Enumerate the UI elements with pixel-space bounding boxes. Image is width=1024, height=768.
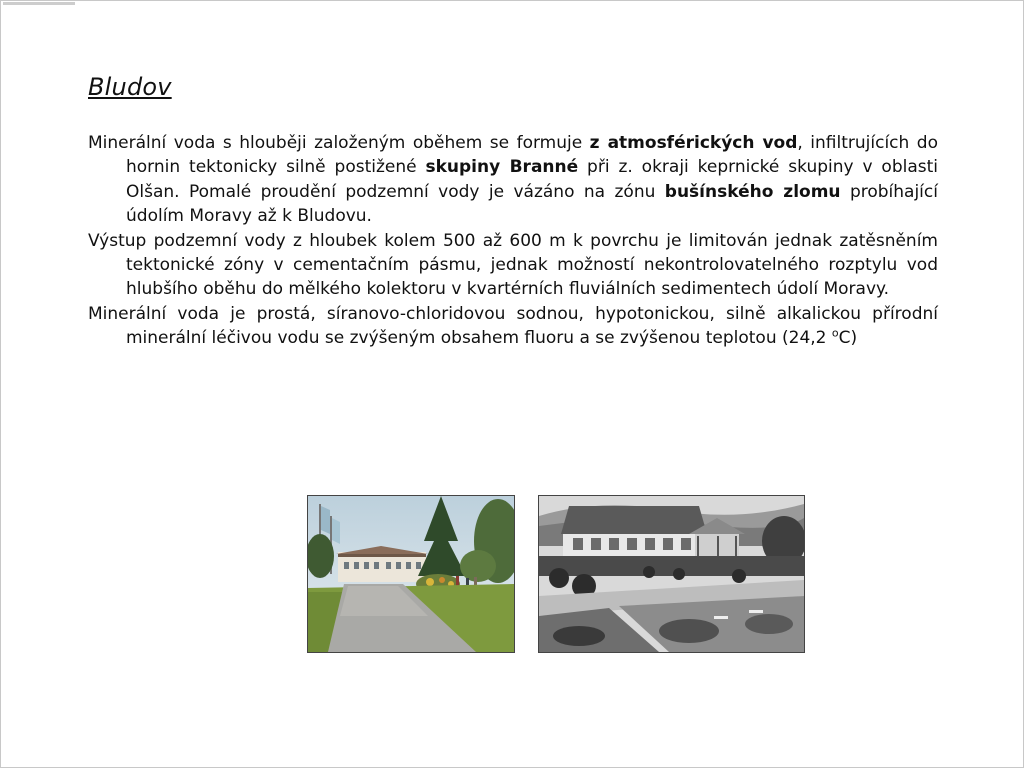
text-segment: C) bbox=[838, 328, 858, 349]
text-segment: , infiltrujících do hornin tektonicky silně postižené bbox=[126, 133, 938, 178]
slide-title: Bludov bbox=[88, 73, 172, 101]
bold-term: bušínského zlomu bbox=[664, 181, 841, 202]
slide-body bbox=[88, 131, 938, 351]
paragraph-2 bbox=[88, 229, 938, 302]
bold-term: z atmosférických vod bbox=[589, 133, 798, 153]
text-segment: při z. okraji keprnické skupiny v oblasti Olšan. Pomalé proudění podzemní vody je vázáno na zónu bbox=[126, 157, 938, 202]
text-segment: Výstup podzemní vody z hloubek kolem 500 až 600 m k povrchu je limitován jednak zatěsněním tektonické zóny v cementačním pásmu, jednak možností nekontrolovatelného rozptylu vod hlubšího oběhu do mělkého kolektoru v kvartérních fluviálních sedimentech údolí Moravy. bbox=[88, 230, 938, 300]
text-segment: probíhající údolím Moravy až k Bludovu. bbox=[126, 181, 938, 227]
bold-term: skupiny Branné bbox=[425, 157, 579, 178]
corner-mark bbox=[3, 2, 75, 5]
paragraph-3 bbox=[88, 302, 938, 351]
text-segment: Minerální voda s hlouběji založeným oběhem se formuje bbox=[88, 133, 590, 153]
degree-superscript: o bbox=[831, 326, 839, 340]
spa-garden-photo bbox=[538, 495, 805, 653]
text-segment: Minerální voda je prostá, síranovo-chloridovou sodnou, hypotonickou, silně alkalickou přírodní minerální léčivou vodu se zvýšeným obsahem fluoru a se zvýšenou teplotou (24,2 bbox=[88, 303, 938, 349]
spa-building-photo bbox=[307, 495, 515, 653]
paragraph-1 bbox=[88, 131, 938, 229]
